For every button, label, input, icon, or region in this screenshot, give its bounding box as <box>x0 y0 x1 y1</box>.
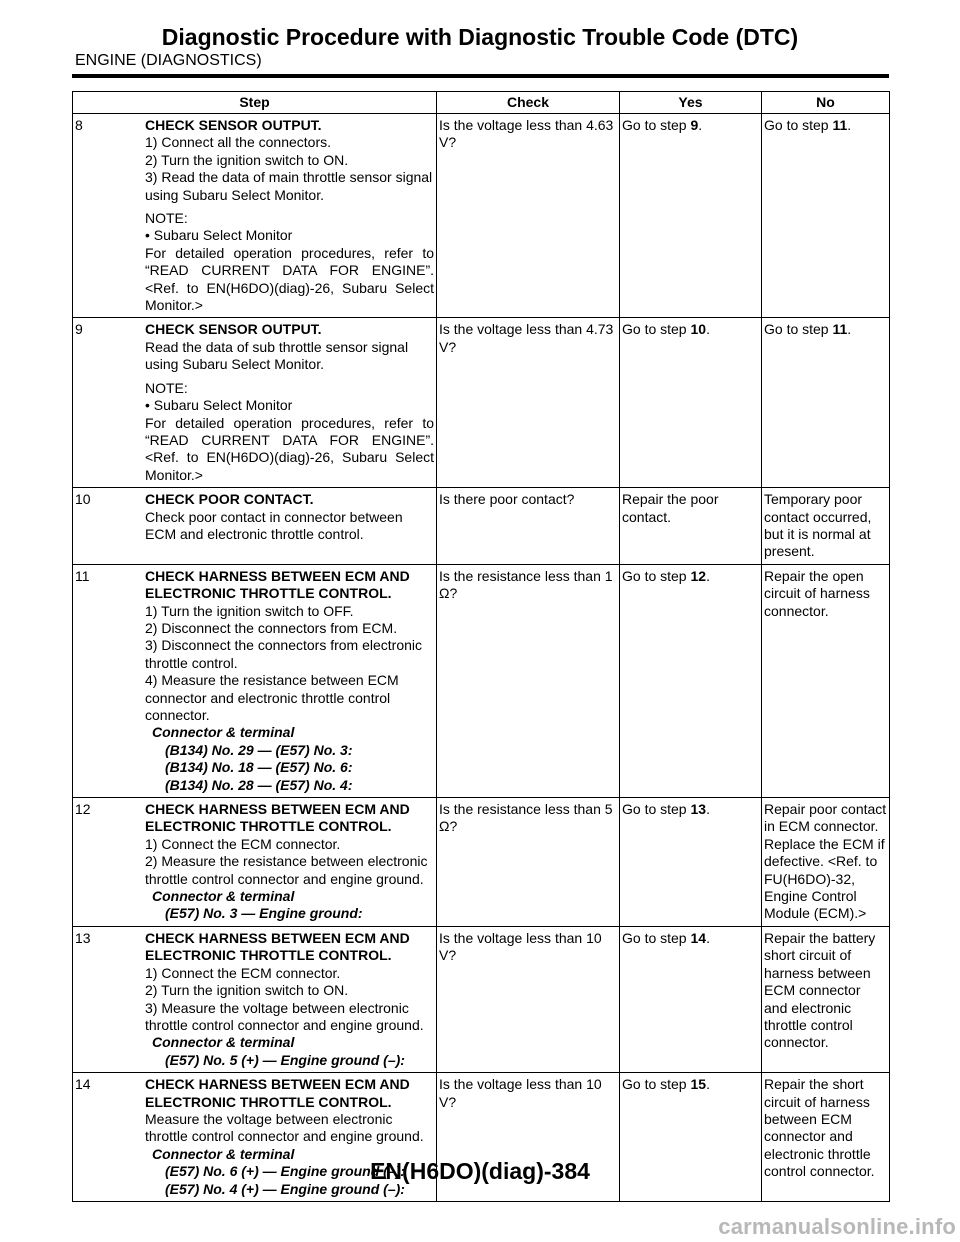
no-action-text: Go to step <box>764 117 833 133</box>
yes-cell <box>620 318 762 488</box>
connector-terminal-spec: (B134) No. 29 — (E57) No. 3: <box>165 741 353 758</box>
no-action-text: Repair poor contact in ECM connector. Replace the ECM if defective. <Ref. to FU(H6DO)-32, Engine Control Module (ECM).> <box>764 801 887 922</box>
table-header-row <box>73 92 890 114</box>
step-instruction: Read the data of sub throttle sensor signal using Subaru Select Monitor. <box>145 338 409 373</box>
note-text: • Subaru Select Monitor <box>145 227 293 244</box>
watermark: carmanualsonline.info <box>718 1214 956 1239</box>
yes-action-text: Go to step <box>622 567 691 584</box>
table-row <box>73 564 890 797</box>
step-instruction: 2) Turn the ignition switch to ON. <box>145 982 349 999</box>
check-cell: Is the resistance less than 5 Ω? <box>437 798 620 927</box>
table-row <box>73 488 890 565</box>
no-suffix: . <box>847 117 852 133</box>
step-instruction: 1) Connect the ECM connector. <box>145 835 341 852</box>
yes-step-reference: 14 <box>690 929 707 946</box>
no-cell <box>762 488 890 565</box>
connector-terminal-label: Connector & terminal <box>152 1034 295 1051</box>
check-cell: Is the resistance less than 1 Ω? <box>437 564 620 797</box>
section-subtitle: ENGINE (DIAGNOSTICS) <box>75 52 262 69</box>
table-row <box>73 798 890 927</box>
connector-terminal-spec: (E57) No. 6 (+) — Engine ground (–): <box>165 1163 405 1180</box>
yes-suffix: . <box>706 321 710 338</box>
yes-suffix: . <box>698 117 703 133</box>
check-cell: Is the voltage less than 10 V? <box>437 1073 620 1202</box>
connector-terminal-label: Connector & terminal <box>152 1145 295 1162</box>
check-cell: Is the voltage less than 4.63 V? <box>437 114 620 318</box>
connector-terminal-spec: (E57) No. 3 — Engine ground: <box>165 905 363 922</box>
yes-action-text: Go to step <box>622 801 691 818</box>
step-instruction: 2) Disconnect the connectors from ECM. <box>145 619 398 636</box>
step-instruction: Measure the voltage between electronic throttle control connector and engine ground. <box>145 1110 424 1145</box>
yes-suffix: . <box>706 567 710 584</box>
column-header-check: Check <box>437 92 620 114</box>
step-cell <box>73 564 437 797</box>
step-cell <box>73 926 437 1072</box>
no-step-reference: 11 <box>832 117 848 133</box>
no-action-text: Repair the battery short circuit of harness between ECM connector and electronic throttle control connector. <box>764 929 876 1051</box>
page-number: EN(H6DO)(diag)-384 <box>370 1158 590 1184</box>
no-suffix: . <box>847 321 852 338</box>
yes-cell <box>620 488 762 565</box>
step-title: CHECK SENSOR OUTPUT. <box>145 321 322 338</box>
step-instruction: 2) Measure the resistance between electronic throttle control connector and engine ground. <box>145 853 428 887</box>
yes-step-reference: 12 <box>690 567 707 584</box>
check-cell: Is the voltage less than 4.73 V? <box>437 318 620 488</box>
step-title: CHECK POOR CONTACT. <box>145 491 314 508</box>
step-instruction: Check poor contact in connector between ECM and electronic throttle control. <box>145 508 403 542</box>
no-cell <box>762 318 890 488</box>
yes-action-text: Go to step <box>622 929 691 946</box>
no-action-text: Repair the open circuit of harness connector. <box>764 567 870 619</box>
diagnostic-table <box>72 91 890 1202</box>
step-number: 14 <box>75 1076 91 1093</box>
connector-terminal-label: Connector & terminal <box>152 888 295 905</box>
step-title: CHECK HARNESS BETWEEN ECM AND ELECTRONIC THROTTLE CONTROL. <box>145 1076 410 1110</box>
no-cell <box>762 114 890 318</box>
step-title: CHECK HARNESS BETWEEN ECM AND ELECTRONIC THROTTLE CONTROL. <box>145 929 410 964</box>
yes-step-reference: 13 <box>690 801 707 818</box>
step-instruction: 2) Turn the ignition switch to ON. <box>145 151 349 168</box>
step-title: CHECK HARNESS BETWEEN ECM AND ELECTRONIC THROTTLE CONTROL. <box>145 567 410 602</box>
connector-terminal-spec: (B134) No. 28 — (E57) No. 4: <box>165 776 353 793</box>
yes-action-text: Go to step <box>622 321 691 338</box>
step-cell <box>73 114 437 318</box>
step-instruction: 3) Read the data of main throttle sensor signal using Subaru Select Monitor. <box>145 169 433 203</box>
note-text: For detailed operation procedures, refer to “READ CURRENT DATA FOR ENGINE”. <Ref. to EN(H6DO)(diag)-26, Subaru Select Monitor.> <box>145 414 434 483</box>
connector-terminal-spec: (E57) No. 5 (+) — Engine ground (–): <box>165 1051 405 1068</box>
connector-terminal-spec: (E57) No. 4 (+) — Engine ground (–): <box>165 1180 405 1197</box>
page-title: Diagnostic Procedure with Diagnostic Trouble Code (DTC) <box>161 24 799 50</box>
note-text: For detailed operation procedures, refer to “READ CURRENT DATA FOR ENGINE”. <Ref. to EN(H6DO)(diag)-26, Subaru Select Monitor.> <box>145 244 434 314</box>
note-label: NOTE: <box>145 379 188 396</box>
page-header <box>0 0 960 80</box>
note-label: NOTE: <box>145 210 188 227</box>
table-row <box>73 926 890 1072</box>
step-cell <box>73 318 437 488</box>
table-row <box>73 318 890 488</box>
step-instruction: 3) Disconnect the connectors from electronic throttle control. <box>145 637 423 671</box>
step-cell <box>73 488 437 565</box>
yes-cell <box>620 564 762 797</box>
step-instruction: 3) Measure the voltage between electronic throttle control connector and engine ground. <box>145 999 424 1033</box>
diagnostic-table-wrapper <box>72 91 889 1202</box>
no-step-reference: 11 <box>832 321 848 338</box>
step-number: 10 <box>75 491 91 508</box>
check-cell: Is there poor contact? <box>437 488 620 565</box>
yes-cell <box>620 926 762 1072</box>
no-action-text: Temporary poor contact occurred, but it is normal at present. <box>764 491 872 560</box>
yes-suffix: . <box>706 1076 710 1093</box>
yes-step-reference: 15 <box>690 1076 707 1093</box>
yes-suffix: . <box>706 929 710 946</box>
table-body <box>73 114 890 1202</box>
step-instruction: 1) Connect all the connectors. <box>145 134 331 151</box>
check-cell: Is the voltage less than 10 V? <box>437 926 620 1072</box>
step-cell <box>73 798 437 927</box>
step-number: 9 <box>75 321 83 338</box>
note-text: • Subaru Select Monitor <box>145 397 293 414</box>
yes-cell <box>620 798 762 927</box>
yes-step-reference: 9 <box>690 117 699 133</box>
step-number: 12 <box>75 801 91 818</box>
connector-terminal-label: Connector & terminal <box>152 724 295 741</box>
yes-action-text: Go to step <box>622 1076 691 1093</box>
step-instruction: 4) Measure the resistance between ECM connector and electronic throttle control connector. <box>145 672 399 723</box>
header-rule <box>72 74 889 78</box>
yes-action-text: Repair the poor contact. <box>622 491 719 525</box>
column-header-no: No <box>762 92 890 114</box>
connector-terminal-spec: (B134) No. 18 — (E57) No. 6: <box>165 759 353 776</box>
no-cell <box>762 798 890 927</box>
step-number: 11 <box>75 567 90 584</box>
yes-suffix: . <box>706 801 710 818</box>
step-number: 8 <box>75 117 83 133</box>
column-header-yes: Yes <box>620 92 762 114</box>
yes-step-reference: 10 <box>690 321 707 338</box>
yes-action-text: Go to step <box>622 117 691 133</box>
step-instruction: 1) Turn the ignition switch to OFF. <box>145 602 354 619</box>
no-cell <box>762 926 890 1072</box>
no-action-text: Repair the short circuit of harness between ECM connector and electronic throttle control connector. <box>764 1076 875 1180</box>
table-row <box>73 114 890 318</box>
no-action-text: Go to step <box>764 321 833 338</box>
step-instruction: 1) Connect the ECM connector. <box>145 964 341 981</box>
yes-cell <box>620 114 762 318</box>
no-cell <box>762 564 890 797</box>
step-number: 13 <box>75 929 91 946</box>
step-title: CHECK HARNESS BETWEEN ECM AND ELECTRONIC THROTTLE CONTROL. <box>145 801 410 835</box>
step-title: CHECK SENSOR OUTPUT. <box>145 117 322 133</box>
column-header-step: Step <box>73 92 437 114</box>
